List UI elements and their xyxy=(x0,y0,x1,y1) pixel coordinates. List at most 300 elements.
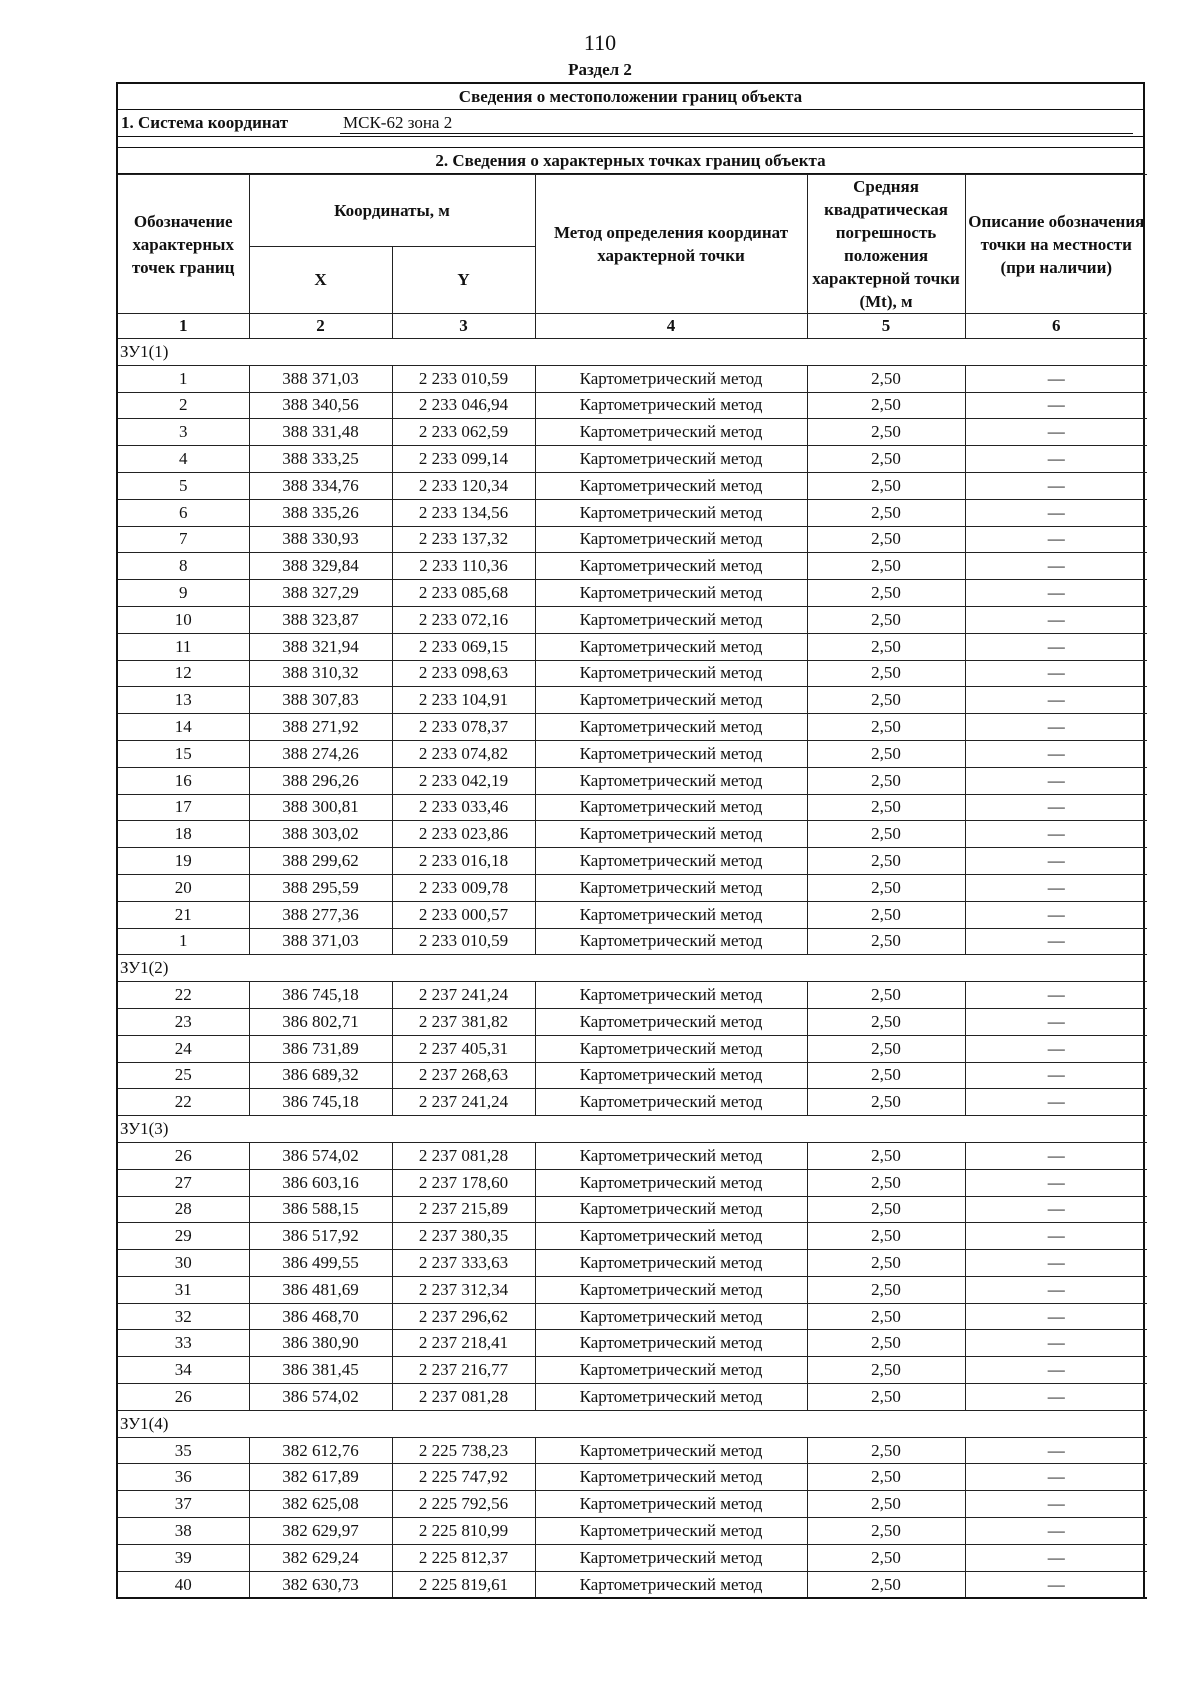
method-cell: Картометрический метод xyxy=(535,633,807,660)
table-row xyxy=(118,1437,1147,1464)
point-designation-cell: 36 xyxy=(118,1464,249,1491)
group-label: ЗУ1(1) xyxy=(118,339,1147,366)
point-designation-cell: 5 xyxy=(118,472,249,499)
x-coordinate-cell: 382 629,24 xyxy=(249,1544,392,1571)
header-mean-error: Средняя квадратическая погрешность положения характерной точки (Mt), м xyxy=(807,175,965,314)
x-coordinate-cell: 388 307,83 xyxy=(249,687,392,714)
mean-error-cell: 2,50 xyxy=(807,1089,965,1116)
x-coordinate-cell: 388 299,62 xyxy=(249,848,392,875)
table-row xyxy=(118,901,1147,928)
description-cell: — xyxy=(965,1464,1147,1491)
description-cell: — xyxy=(965,874,1147,901)
x-coordinate-cell: 388 371,03 xyxy=(249,365,392,392)
description-cell: — xyxy=(965,472,1147,499)
header-point-designation: Обозначение характерных точек границ xyxy=(118,175,249,314)
y-coordinate-cell: 2 237 178,60 xyxy=(392,1169,535,1196)
description-cell: — xyxy=(965,714,1147,741)
y-coordinate-cell: 2 225 792,56 xyxy=(392,1491,535,1518)
x-coordinate-cell: 382 625,08 xyxy=(249,1491,392,1518)
table-row xyxy=(118,633,1147,660)
mean-error-cell: 2,50 xyxy=(807,580,965,607)
x-coordinate-cell: 386 689,32 xyxy=(249,1062,392,1089)
y-coordinate-cell: 2 233 072,16 xyxy=(392,606,535,633)
mean-error-cell: 2,50 xyxy=(807,606,965,633)
mean-error-cell: 2,50 xyxy=(807,1196,965,1223)
y-coordinate-cell: 2 233 120,34 xyxy=(392,472,535,499)
group-label: ЗУ1(4) xyxy=(118,1410,1147,1437)
x-coordinate-cell: 388 333,25 xyxy=(249,446,392,473)
description-cell: — xyxy=(965,1169,1147,1196)
method-cell: Картометрический метод xyxy=(535,1276,807,1303)
x-coordinate-cell: 386 745,18 xyxy=(249,982,392,1009)
mean-error-cell: 2,50 xyxy=(807,1384,965,1411)
y-coordinate-cell: 2 237 241,24 xyxy=(392,982,535,1009)
method-cell: Картометрический метод xyxy=(535,1196,807,1223)
point-designation-cell: 13 xyxy=(118,687,249,714)
table-row xyxy=(118,1464,1147,1491)
description-cell: — xyxy=(965,1196,1147,1223)
method-cell: Картометрический метод xyxy=(535,472,807,499)
table-row xyxy=(118,499,1147,526)
table-row xyxy=(118,1571,1147,1598)
description-cell: — xyxy=(965,687,1147,714)
point-designation-cell: 15 xyxy=(118,740,249,767)
x-coordinate-cell: 388 310,32 xyxy=(249,660,392,687)
mean-error-cell: 2,50 xyxy=(807,1491,965,1518)
description-cell: — xyxy=(965,1062,1147,1089)
x-coordinate-cell: 386 481,69 xyxy=(249,1276,392,1303)
mean-error-cell: 2,50 xyxy=(807,660,965,687)
group-label: ЗУ1(3) xyxy=(118,1116,1147,1143)
point-designation-cell: 7 xyxy=(118,526,249,553)
y-coordinate-cell: 2 233 074,82 xyxy=(392,740,535,767)
table-row xyxy=(118,1518,1147,1545)
mean-error-cell: 2,50 xyxy=(807,526,965,553)
point-designation-cell: 1 xyxy=(118,928,249,955)
header-x: X xyxy=(249,246,392,314)
description-cell: — xyxy=(965,1250,1147,1277)
column-number: 1 xyxy=(118,314,249,339)
table-row xyxy=(118,1089,1147,1116)
table-row xyxy=(118,1544,1147,1571)
table-row xyxy=(118,740,1147,767)
description-cell: — xyxy=(965,1035,1147,1062)
coordinate-system-underline xyxy=(340,133,1133,135)
mean-error-cell: 2,50 xyxy=(807,1223,965,1250)
description-cell: — xyxy=(965,982,1147,1009)
column-number-row xyxy=(118,314,1147,339)
point-designation-cell: 19 xyxy=(118,848,249,875)
y-coordinate-cell: 2 233 098,63 xyxy=(392,660,535,687)
description-cell: — xyxy=(965,365,1147,392)
point-designation-cell: 24 xyxy=(118,1035,249,1062)
method-cell: Картометрический метод xyxy=(535,1142,807,1169)
point-designation-cell: 32 xyxy=(118,1303,249,1330)
mean-error-cell: 2,50 xyxy=(807,928,965,955)
y-coordinate-cell: 2 233 062,59 xyxy=(392,419,535,446)
table-row xyxy=(118,1196,1147,1223)
header-coordinates: Координаты, м xyxy=(249,175,535,247)
boundary-info-frame xyxy=(116,82,1145,1599)
point-designation-cell: 4 xyxy=(118,446,249,473)
mean-error-cell: 2,50 xyxy=(807,1169,965,1196)
point-designation-cell: 14 xyxy=(118,714,249,741)
point-designation-cell: 31 xyxy=(118,1276,249,1303)
table-row xyxy=(118,848,1147,875)
description-cell: — xyxy=(965,499,1147,526)
document-title: Сведения о местоположении границ объекта xyxy=(118,84,1143,110)
mean-error-cell: 2,50 xyxy=(807,1142,965,1169)
table-row xyxy=(118,1276,1147,1303)
method-cell: Картометрический метод xyxy=(535,499,807,526)
point-designation-cell: 35 xyxy=(118,1437,249,1464)
mean-error-cell: 2,50 xyxy=(807,1276,965,1303)
point-designation-cell: 21 xyxy=(118,901,249,928)
x-coordinate-cell: 388 330,93 xyxy=(249,526,392,553)
description-cell: — xyxy=(965,1089,1147,1116)
description-cell: — xyxy=(965,660,1147,687)
point-designation-cell: 9 xyxy=(118,580,249,607)
point-designation-cell: 27 xyxy=(118,1169,249,1196)
table-row xyxy=(118,687,1147,714)
point-designation-cell: 2 xyxy=(118,392,249,419)
method-cell: Картометрический метод xyxy=(535,928,807,955)
method-cell: Картометрический метод xyxy=(535,821,807,848)
x-coordinate-cell: 388 274,26 xyxy=(249,740,392,767)
x-coordinate-cell: 386 731,89 xyxy=(249,1035,392,1062)
table-row xyxy=(118,1357,1147,1384)
mean-error-cell: 2,50 xyxy=(807,553,965,580)
method-cell: Картометрический метод xyxy=(535,419,807,446)
x-coordinate-cell: 386 603,16 xyxy=(249,1169,392,1196)
mean-error-cell: 2,50 xyxy=(807,365,965,392)
table-row xyxy=(118,714,1147,741)
x-coordinate-cell: 382 629,97 xyxy=(249,1518,392,1545)
column-number: 5 xyxy=(807,314,965,339)
table-row xyxy=(118,526,1147,553)
description-cell: — xyxy=(965,1303,1147,1330)
description-cell: — xyxy=(965,1330,1147,1357)
x-coordinate-cell: 386 499,55 xyxy=(249,1250,392,1277)
description-cell: — xyxy=(965,580,1147,607)
table-row xyxy=(118,1008,1147,1035)
x-coordinate-cell: 388 303,02 xyxy=(249,821,392,848)
point-designation-cell: 20 xyxy=(118,874,249,901)
point-designation-cell: 26 xyxy=(118,1142,249,1169)
point-designation-cell: 39 xyxy=(118,1544,249,1571)
x-coordinate-cell: 388 331,48 xyxy=(249,419,392,446)
description-cell: — xyxy=(965,1518,1147,1545)
y-coordinate-cell: 2 233 110,36 xyxy=(392,553,535,580)
mean-error-cell: 2,50 xyxy=(807,633,965,660)
y-coordinate-cell: 2 237 296,62 xyxy=(392,1303,535,1330)
y-coordinate-cell: 2 233 046,94 xyxy=(392,392,535,419)
description-cell: — xyxy=(965,901,1147,928)
table-row xyxy=(118,1035,1147,1062)
description-cell: — xyxy=(965,1357,1147,1384)
mean-error-cell: 2,50 xyxy=(807,794,965,821)
table-row xyxy=(118,1250,1147,1277)
x-coordinate-cell: 386 588,15 xyxy=(249,1196,392,1223)
y-coordinate-cell: 2 233 000,57 xyxy=(392,901,535,928)
y-coordinate-cell: 2 233 010,59 xyxy=(392,928,535,955)
mean-error-cell: 2,50 xyxy=(807,901,965,928)
table-row xyxy=(118,874,1147,901)
x-coordinate-cell: 386 574,02 xyxy=(249,1142,392,1169)
description-cell: — xyxy=(965,1008,1147,1035)
y-coordinate-cell: 2 233 023,86 xyxy=(392,821,535,848)
method-cell: Картометрический метод xyxy=(535,1089,807,1116)
mean-error-cell: 2,50 xyxy=(807,1518,965,1545)
point-designation-cell: 29 xyxy=(118,1223,249,1250)
header-description: Описание обозначения точки на местности (при наличии) xyxy=(965,175,1147,314)
column-number: 6 xyxy=(965,314,1147,339)
y-coordinate-cell: 2 233 009,78 xyxy=(392,874,535,901)
method-cell: Картометрический метод xyxy=(535,1357,807,1384)
mean-error-cell: 2,50 xyxy=(807,1464,965,1491)
method-cell: Картометрический метод xyxy=(535,1223,807,1250)
description-cell: — xyxy=(965,767,1147,794)
method-cell: Картометрический метод xyxy=(535,714,807,741)
coordinate-system-row xyxy=(118,110,1143,137)
y-coordinate-cell: 2 237 380,35 xyxy=(392,1223,535,1250)
method-cell: Картометрический метод xyxy=(535,687,807,714)
point-designation-cell: 22 xyxy=(118,1089,249,1116)
x-coordinate-cell: 388 371,03 xyxy=(249,928,392,955)
y-coordinate-cell: 2 225 810,99 xyxy=(392,1518,535,1545)
column-number: 3 xyxy=(392,314,535,339)
point-designation-cell: 22 xyxy=(118,982,249,1009)
mean-error-cell: 2,50 xyxy=(807,740,965,767)
table-row xyxy=(118,446,1147,473)
mean-error-cell: 2,50 xyxy=(807,446,965,473)
x-coordinate-cell: 388 277,36 xyxy=(249,901,392,928)
mean-error-cell: 2,50 xyxy=(807,1303,965,1330)
y-coordinate-cell: 2 237 381,82 xyxy=(392,1008,535,1035)
method-cell: Картометрический метод xyxy=(535,1464,807,1491)
description-cell: — xyxy=(965,392,1147,419)
point-designation-cell: 33 xyxy=(118,1330,249,1357)
x-coordinate-cell: 386 574,02 xyxy=(249,1384,392,1411)
description-cell: — xyxy=(965,526,1147,553)
mean-error-cell: 2,50 xyxy=(807,1357,965,1384)
y-coordinate-cell: 2 225 819,61 xyxy=(392,1571,535,1598)
table-row xyxy=(118,1384,1147,1411)
x-coordinate-cell: 388 296,26 xyxy=(249,767,392,794)
mean-error-cell: 2,50 xyxy=(807,982,965,1009)
mean-error-cell: 2,50 xyxy=(807,1571,965,1598)
table-row xyxy=(118,606,1147,633)
mean-error-cell: 2,50 xyxy=(807,1250,965,1277)
point-designation-cell: 8 xyxy=(118,553,249,580)
description-cell: — xyxy=(965,1276,1147,1303)
mean-error-cell: 2,50 xyxy=(807,1330,965,1357)
mean-error-cell: 2,50 xyxy=(807,1544,965,1571)
mean-error-cell: 2,50 xyxy=(807,472,965,499)
method-cell: Картометрический метод xyxy=(535,1062,807,1089)
method-cell: Картометрический метод xyxy=(535,874,807,901)
table-row xyxy=(118,1223,1147,1250)
method-cell: Картометрический метод xyxy=(535,606,807,633)
x-coordinate-cell: 388 335,26 xyxy=(249,499,392,526)
table-header xyxy=(118,175,1147,339)
y-coordinate-cell: 2 237 405,31 xyxy=(392,1035,535,1062)
coordinate-system-value: МСК-62 зона 2 xyxy=(343,113,453,132)
y-coordinate-cell: 2 237 215,89 xyxy=(392,1196,535,1223)
method-cell: Картометрический метод xyxy=(535,526,807,553)
points-table xyxy=(118,174,1147,1599)
y-coordinate-cell: 2 233 069,15 xyxy=(392,633,535,660)
y-coordinate-cell: 2 237 268,63 xyxy=(392,1062,535,1089)
group-row xyxy=(118,1116,1147,1143)
group-label: ЗУ1(2) xyxy=(118,955,1147,982)
y-coordinate-cell: 2 225 738,23 xyxy=(392,1437,535,1464)
point-designation-cell: 17 xyxy=(118,794,249,821)
table-row xyxy=(118,1303,1147,1330)
coordinate-system-label: 1. Система координат xyxy=(121,113,289,132)
group-row xyxy=(118,955,1147,982)
x-coordinate-cell: 386 745,18 xyxy=(249,1089,392,1116)
x-coordinate-cell: 386 381,45 xyxy=(249,1357,392,1384)
points-subtitle: 2. Сведения о характерных точках границ объекта xyxy=(118,148,1143,174)
mean-error-cell: 2,50 xyxy=(807,687,965,714)
method-cell: Картометрический метод xyxy=(535,794,807,821)
table-row xyxy=(118,392,1147,419)
y-coordinate-cell: 2 233 104,91 xyxy=(392,687,535,714)
mean-error-cell: 2,50 xyxy=(807,1437,965,1464)
description-cell: — xyxy=(965,446,1147,473)
y-coordinate-cell: 2 233 099,14 xyxy=(392,446,535,473)
table-row xyxy=(118,1062,1147,1089)
description-cell: — xyxy=(965,606,1147,633)
page-number: 110 xyxy=(583,30,617,55)
mean-error-cell: 2,50 xyxy=(807,714,965,741)
x-coordinate-cell: 388 334,76 xyxy=(249,472,392,499)
point-designation-cell: 11 xyxy=(118,633,249,660)
x-coordinate-cell: 382 630,73 xyxy=(249,1571,392,1598)
mean-error-cell: 2,50 xyxy=(807,767,965,794)
point-designation-cell: 23 xyxy=(118,1008,249,1035)
mean-error-cell: 2,50 xyxy=(807,1008,965,1035)
method-cell: Картометрический метод xyxy=(535,982,807,1009)
method-cell: Картометрический метод xyxy=(535,1518,807,1545)
table-row xyxy=(118,794,1147,821)
table-row xyxy=(118,928,1147,955)
point-designation-cell: 40 xyxy=(118,1571,249,1598)
y-coordinate-cell: 2 237 312,34 xyxy=(392,1276,535,1303)
y-coordinate-cell: 2 237 081,28 xyxy=(392,1384,535,1411)
point-designation-cell: 1 xyxy=(118,365,249,392)
point-designation-cell: 10 xyxy=(118,606,249,633)
x-coordinate-cell: 386 468,70 xyxy=(249,1303,392,1330)
x-coordinate-cell: 388 321,94 xyxy=(249,633,392,660)
table-row xyxy=(118,553,1147,580)
table-row xyxy=(118,1169,1147,1196)
y-coordinate-cell: 2 225 747,92 xyxy=(392,1464,535,1491)
x-coordinate-cell: 388 295,59 xyxy=(249,874,392,901)
x-coordinate-cell: 388 323,87 xyxy=(249,606,392,633)
y-coordinate-cell: 2 233 033,46 xyxy=(392,794,535,821)
point-designation-cell: 34 xyxy=(118,1357,249,1384)
x-coordinate-cell: 388 340,56 xyxy=(249,392,392,419)
method-cell: Картометрический метод xyxy=(535,1384,807,1411)
point-designation-cell: 30 xyxy=(118,1250,249,1277)
point-designation-cell: 3 xyxy=(118,419,249,446)
table-row xyxy=(118,472,1147,499)
method-cell: Картометрический метод xyxy=(535,848,807,875)
x-coordinate-cell: 388 327,29 xyxy=(249,580,392,607)
point-designation-cell: 25 xyxy=(118,1062,249,1089)
mean-error-cell: 2,50 xyxy=(807,848,965,875)
mean-error-cell: 2,50 xyxy=(807,419,965,446)
point-designation-cell: 6 xyxy=(118,499,249,526)
method-cell: Картометрический метод xyxy=(535,660,807,687)
method-cell: Картометрический метод xyxy=(535,901,807,928)
description-cell: — xyxy=(965,553,1147,580)
method-cell: Картометрический метод xyxy=(535,767,807,794)
description-cell: — xyxy=(965,848,1147,875)
table-row xyxy=(118,419,1147,446)
description-cell: — xyxy=(965,419,1147,446)
description-cell: — xyxy=(965,1571,1147,1598)
table-row xyxy=(118,1330,1147,1357)
header-method: Метод определения координат характерной точки xyxy=(535,175,807,314)
mean-error-cell: 2,50 xyxy=(807,874,965,901)
description-cell: — xyxy=(965,794,1147,821)
description-cell: — xyxy=(965,740,1147,767)
table-row xyxy=(118,767,1147,794)
x-coordinate-cell: 386 380,90 xyxy=(249,1330,392,1357)
x-coordinate-cell: 388 329,84 xyxy=(249,553,392,580)
point-designation-cell: 38 xyxy=(118,1518,249,1545)
method-cell: Картометрический метод xyxy=(535,1330,807,1357)
y-coordinate-cell: 2 237 241,24 xyxy=(392,1089,535,1116)
y-coordinate-cell: 2 233 137,32 xyxy=(392,526,535,553)
point-designation-cell: 26 xyxy=(118,1384,249,1411)
x-coordinate-cell: 382 617,89 xyxy=(249,1464,392,1491)
mean-error-cell: 2,50 xyxy=(807,499,965,526)
y-coordinate-cell: 2 237 216,77 xyxy=(392,1357,535,1384)
x-coordinate-cell: 388 271,92 xyxy=(249,714,392,741)
x-coordinate-cell: 386 517,92 xyxy=(249,1223,392,1250)
description-cell: — xyxy=(965,821,1147,848)
method-cell: Картометрический метод xyxy=(535,1544,807,1571)
table-row xyxy=(118,580,1147,607)
description-cell: — xyxy=(965,928,1147,955)
description-cell: — xyxy=(965,1437,1147,1464)
y-coordinate-cell: 2 233 010,59 xyxy=(392,365,535,392)
point-designation-cell: 28 xyxy=(118,1196,249,1223)
y-coordinate-cell: 2 237 081,28 xyxy=(392,1142,535,1169)
description-cell: — xyxy=(965,1491,1147,1518)
method-cell: Картометрический метод xyxy=(535,1035,807,1062)
table-row xyxy=(118,660,1147,687)
mean-error-cell: 2,50 xyxy=(807,392,965,419)
method-cell: Картометрический метод xyxy=(535,1571,807,1598)
column-number: 2 xyxy=(249,314,392,339)
method-cell: Картометрический метод xyxy=(535,1303,807,1330)
section-label: Раздел 2 xyxy=(568,60,632,79)
y-coordinate-cell: 2 237 218,41 xyxy=(392,1330,535,1357)
description-cell: — xyxy=(965,1142,1147,1169)
table-body xyxy=(118,339,1147,1599)
group-row xyxy=(118,1410,1147,1437)
table-row xyxy=(118,365,1147,392)
method-cell: Картометрический метод xyxy=(535,1437,807,1464)
method-cell: Картометрический метод xyxy=(535,365,807,392)
table-row xyxy=(118,1491,1147,1518)
header-y: Y xyxy=(392,246,535,314)
